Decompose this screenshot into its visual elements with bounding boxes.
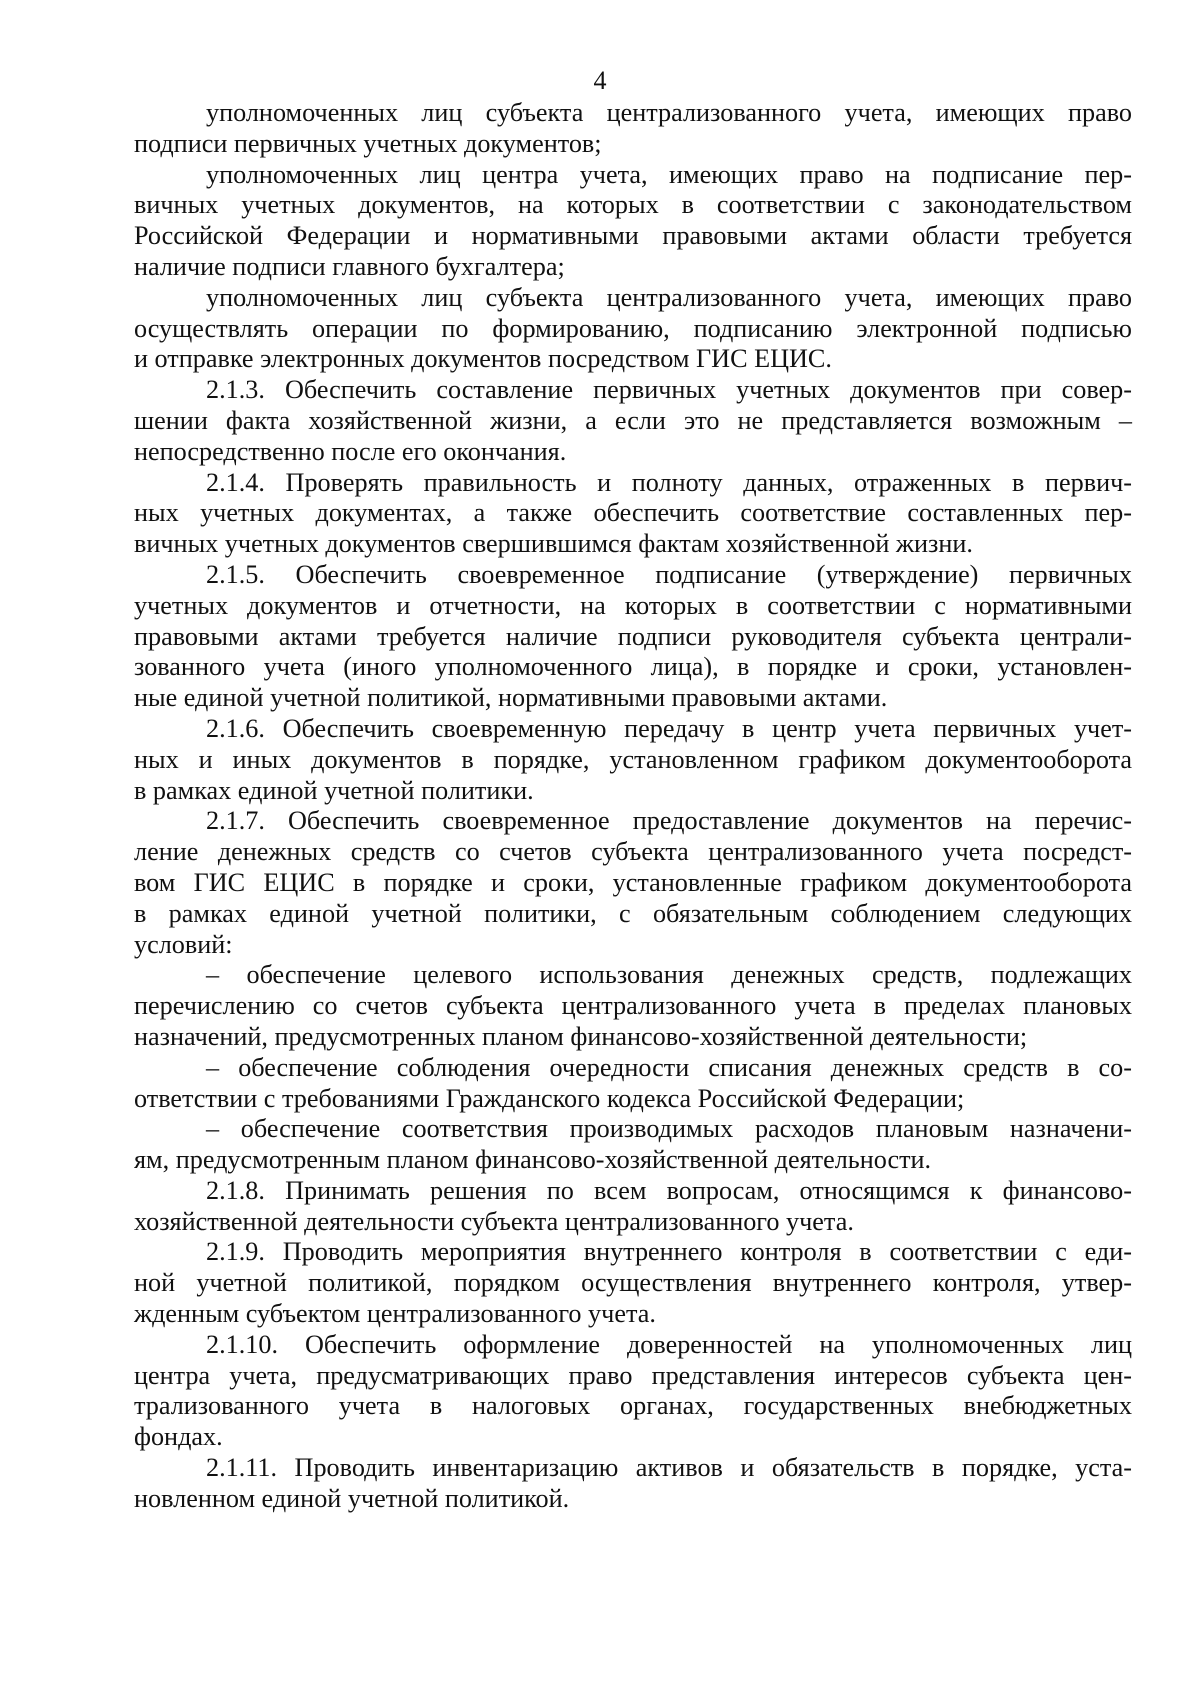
text-line: ной учетной политикой, порядком осуществления внутреннего контроля, утвер- (134, 1268, 1132, 1298)
text-line: вичных учетных документов свершившимся фактам хозяйственной жизни. (134, 529, 973, 559)
text-line: перечислению со счетов субъекта централизованного учета в пределах плановых (134, 991, 1132, 1021)
text-line: непосредственно после его окончания. (134, 436, 567, 466)
text-line: ные единой учетной политикой, нормативными правовыми актами. (134, 683, 888, 713)
text-line: 2.1.8. Принимать решения по всем вопросам, относящимся к финансово- (206, 1175, 1132, 1205)
text-line: 2.1.11. Проводить инвентаризацию активов и обязательств в порядке, уста- (206, 1453, 1132, 1483)
text-line: зованного учета (иного уполномоченного лица), в порядке и сроки, установлен- (134, 652, 1132, 682)
text-line: подписи первичных учетных документов; (134, 128, 602, 158)
text-line: 2.1.6. Обеспечить своевременную передачу в центр учета первичных учет- (206, 713, 1132, 743)
text-line: – обеспечение соответствия производимых расходов плановым назначени- (206, 1114, 1132, 1144)
text-line: центра учета, предусматривающих право представления интересов субъекта цен- (134, 1360, 1132, 1390)
text-line: наличие подписи главного бухгалтера; (134, 251, 565, 281)
text-line: хозяйственной деятельности субъекта централизованного учета. (134, 1206, 854, 1236)
text-line: 2.1.7. Обеспечить своевременное предоставление документов на перечис- (206, 806, 1132, 836)
text-line: уполномоченных лиц центра учета, имеющих право на подписание пер- (206, 159, 1132, 189)
text-line: правовыми актами требуется наличие подписи руководителя субъекта централи- (134, 621, 1132, 651)
text-line: учетных документов и отчетности, на которых в соответствии с нормативными (134, 590, 1132, 620)
text-line: осуществлять операции по формированию, подписанию электронной подписью (134, 313, 1132, 343)
text-line: ных учетных документах, а также обеспечить соответствие составленных пер- (134, 498, 1132, 528)
text-line: 2.1.5. Обеспечить своевременное подписание (утверждение) первичных (206, 559, 1132, 589)
text-line: 2.1.9. Проводить мероприятия внутреннего контроля в соответствии с еди- (206, 1237, 1132, 1267)
text-line: в рамках единой учетной политики. (134, 775, 534, 805)
text-line: уполномоченных лиц субъекта централизованного учета, имеющих право (206, 282, 1132, 312)
text-line: ответствии с требованиями Гражданского кодекса Российской Федерации; (134, 1083, 965, 1113)
text-line: новленном единой учетной политикой. (134, 1483, 570, 1513)
page-number: 4 (593, 66, 607, 95)
document-body (134, 98, 1132, 1515)
text-line: 2.1.3. Обеспечить составление первичных учетных документов при совер- (206, 375, 1132, 405)
text-line: 2.1.10. Обеспечить оформление доверенностей на уполномоченных лиц (206, 1329, 1132, 1359)
text-line: фондах. (134, 1422, 223, 1452)
text-line: назначений, предусмотренных планом финансово-хозяйственной деятельности; (134, 1021, 1028, 1051)
text-line: – обеспечение целевого использования денежных средств, подлежащих (206, 960, 1132, 990)
text-line: вом ГИС ЕЦИС в порядке и сроки, установленные графиком документооборота (134, 867, 1132, 897)
text-line: и отправке электронных документов посредством ГИС ЕЦИС. (134, 344, 832, 374)
text-line: Российской Федерации и нормативными правовыми актами области требуется (134, 221, 1132, 251)
text-line: условий: (134, 929, 233, 959)
text-line: 2.1.4. Проверять правильность и полноту данных, отраженных в первич- (206, 467, 1132, 497)
text-line: жденным субъектом централизованного учета. (134, 1299, 656, 1329)
text-line: шении факта хозяйственной жизни, а если это не представляется возможным – (134, 405, 1132, 435)
text-line: ям, предусмотренным планом финансово-хозяйственной деятельности. (134, 1145, 932, 1175)
text-line: уполномоченных лиц субъекта централизованного учета, имеющих право (206, 98, 1132, 127)
text-line: трализованного учета в налоговых органах, государственных внебюджетных (134, 1391, 1132, 1421)
text-line: в рамках единой учетной политики, с обязательным соблюдением следующих (134, 898, 1132, 928)
text-line: ление денежных средств со счетов субъекта централизованного учета посредст- (134, 837, 1132, 867)
text-line: ных и иных документов в порядке, установленном графиком документооборота (134, 744, 1132, 774)
text-line: – обеспечение соблюдения очередности списания денежных средств в со- (206, 1052, 1132, 1082)
text-line: вичных учетных документов, на которых в соответствии с законодательством (134, 190, 1132, 220)
